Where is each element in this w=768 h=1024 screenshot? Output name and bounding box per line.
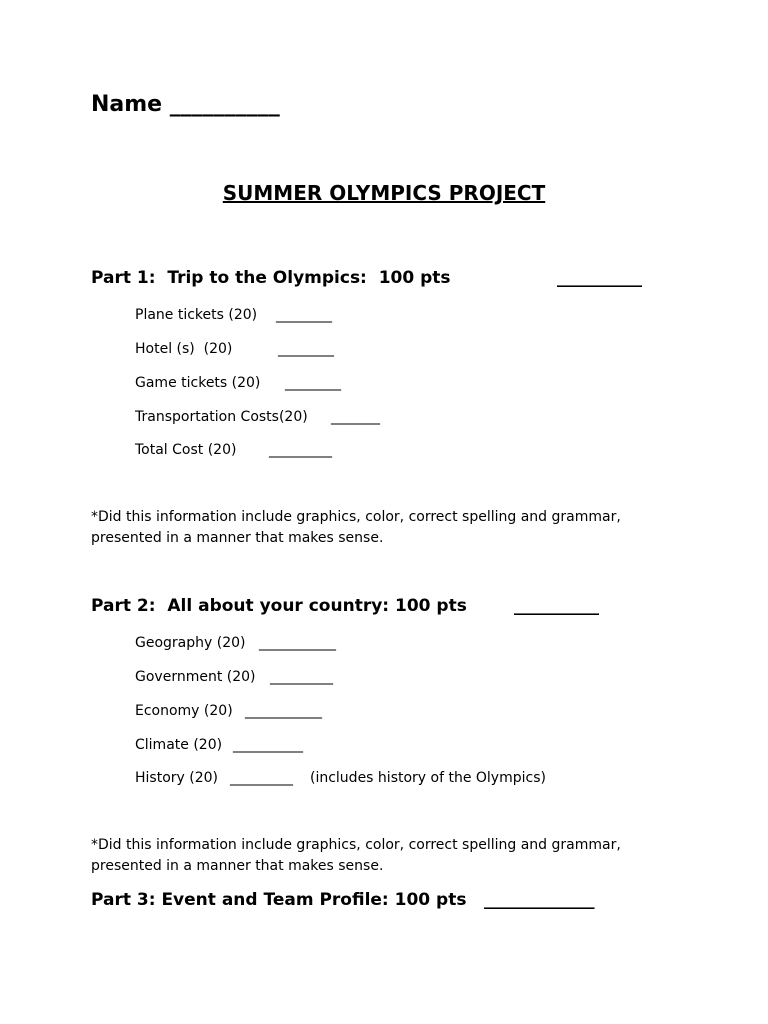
part3-score-blank: _____________: [484, 890, 595, 910]
part1-note-line: presented in a manner that makes sense.: [91, 530, 384, 546]
part1-note: [91, 507, 691, 549]
part1-note-line: *Did this information include graphics, color, correct spelling and grammar,: [91, 509, 621, 525]
part1-score-blank: __________: [557, 268, 642, 288]
part1-item-blank: ________: [285, 375, 341, 391]
part1-item-blank: _________: [269, 442, 332, 458]
part2-item-label: Economy (20): [135, 703, 233, 719]
part1-item-label: Plane tickets (20): [135, 307, 258, 323]
part2-item-label: Government (20): [135, 669, 256, 685]
part2-score-blank: __________: [514, 596, 599, 616]
part2-heading: Part 2: All about your country: 100 pts: [91, 596, 467, 616]
part2-item-label: Climate (20): [135, 737, 223, 753]
part2-item-label: History (20): [135, 770, 218, 786]
part2-item-suffix: (includes history of the Olympics): [310, 770, 546, 786]
part1-heading: Part 1: Trip to the Olympics: 100 pts: [91, 268, 451, 288]
part1-item-blank: ________: [276, 307, 332, 323]
part2-note: [91, 835, 691, 877]
name-field-label: Name __________: [91, 92, 280, 117]
part1-item-label: Transportation Costs(20): [135, 409, 308, 425]
part2-note-line: *Did this information include graphics, color, correct spelling and grammar,: [91, 837, 621, 853]
part2-item-blank: __________: [233, 737, 303, 753]
part2-item-label: Geography (20): [135, 635, 246, 651]
part2-item-blank: _________: [270, 669, 333, 685]
part3-heading: Part 3: Event and Team Profile: 100 pts: [91, 890, 467, 910]
part2-item-blank: _________: [230, 770, 293, 786]
part1-item-blank: ________: [278, 341, 334, 357]
part1-item-blank: _______: [331, 409, 380, 425]
part2-item-blank: ___________: [245, 703, 322, 719]
page-title: SUMMER OLYMPICS PROJECT: [222, 181, 546, 205]
part1-item-label: Game tickets (20): [135, 375, 261, 391]
part1-item-label: Total Cost (20): [135, 442, 237, 458]
part2-note-line: presented in a manner that makes sense.: [91, 858, 384, 874]
part2-item-blank: ___________: [259, 635, 336, 651]
part1-item-label: Hotel (s) (20): [135, 341, 233, 357]
